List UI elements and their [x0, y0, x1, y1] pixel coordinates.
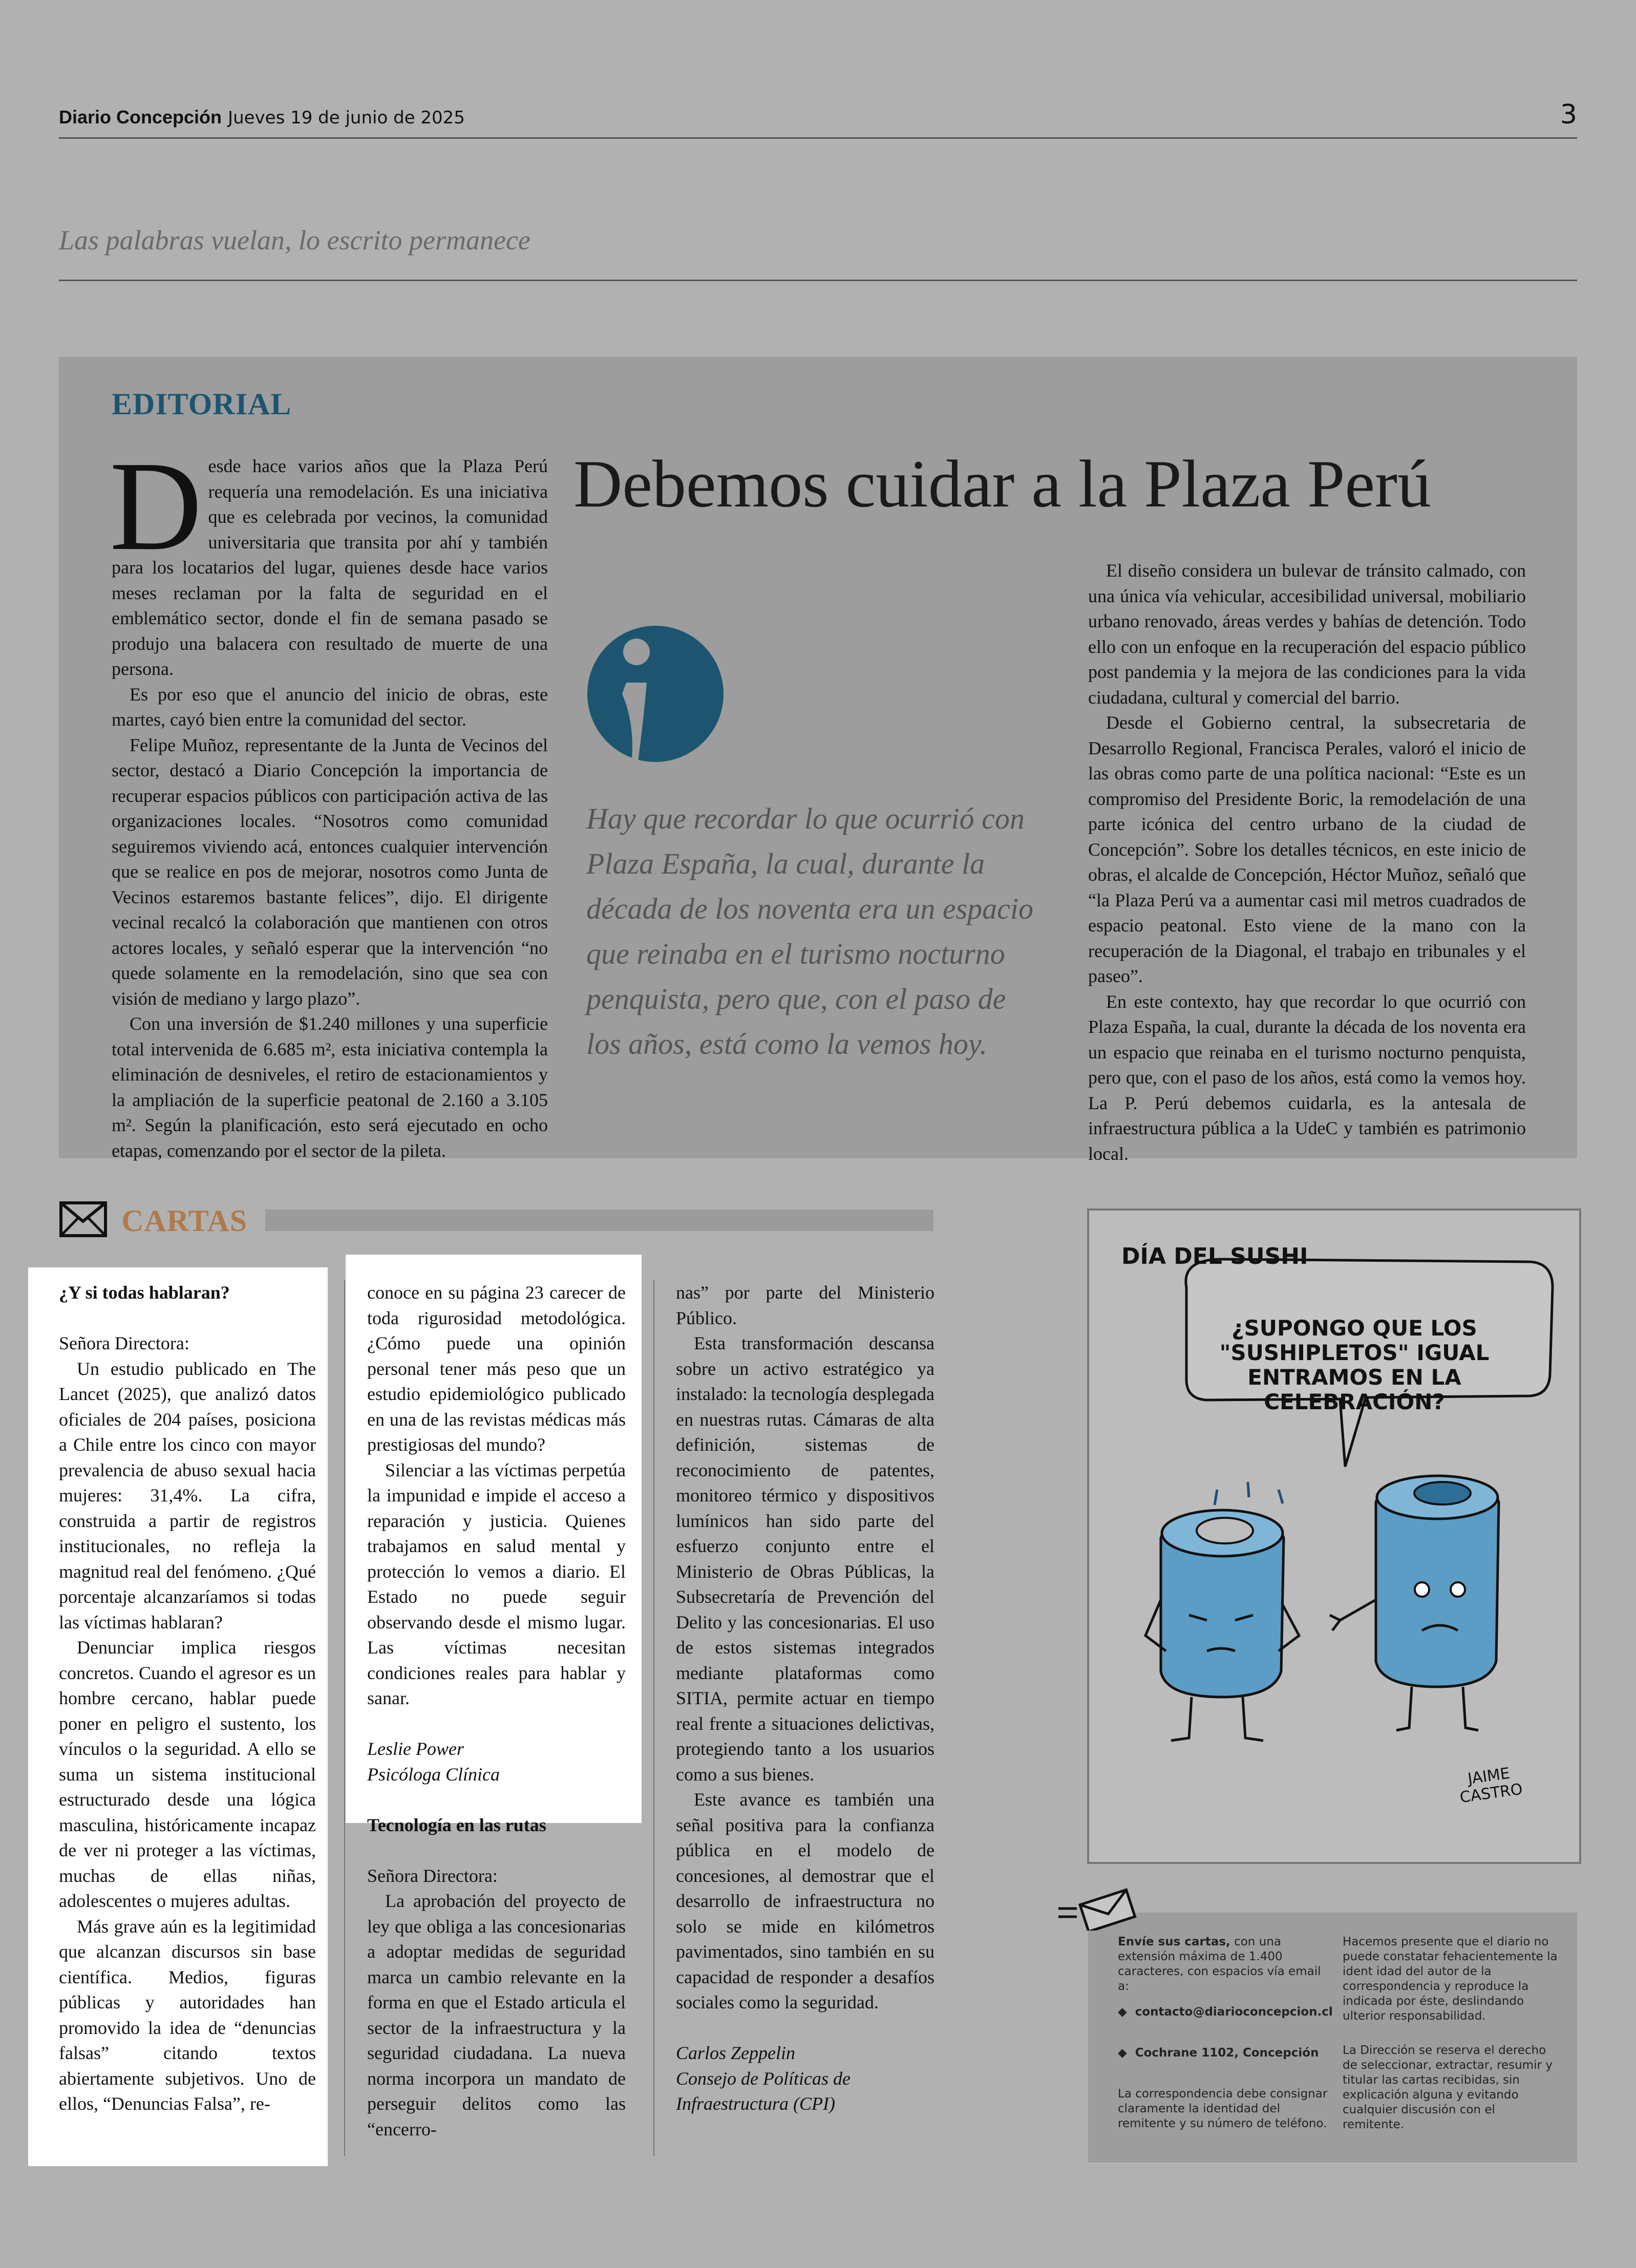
editorial-column-3: [1088, 558, 1526, 1167]
send-instructions-bold: Envíe sus cartas,: [1118, 1935, 1230, 1948]
info-icon: [586, 622, 725, 766]
editorial-paragraph: El diseño considera un bulevar de tránsito calmado, con una única vía vehicular, accesibilidad universal, mobiliario urbano renovado, áreas verdes y bahías de detención. Todo ello con un enfoque en la recuperación del espacio público post pandemia y la mejora de las condiciones para la vida ciudadana, cultural y comercial del barrio.: [1088, 560, 1526, 708]
cartoon-speech-text: ¿SUPONGO QUE LOS "SUSHIPLETOS" IGUAL ENTRAMOS EN LA CELEBRACIÓN?: [1219, 1316, 1490, 1414]
letters-column-2: [367, 1280, 626, 2142]
letter-signature-role: Psicóloga Clínica: [367, 1764, 500, 1785]
section-motto: Las palabras vuelan, lo escrito permanece: [59, 224, 1577, 281]
contact-address: ◆ Cochrane 1102, Concepción: [1118, 2046, 1319, 2060]
editorial-headline: Debemos cuidar a la Plaza Perú: [573, 446, 1432, 521]
contact-address-text: Cochrane 1102, Concepción: [1135, 2046, 1319, 2060]
letter-paragraph: Denunciar implica riesgos concretos. Cuando el agresor es un hombre cercano, hablar puede poner en peligro el sustento, los vínculos o la seguridad. A ello se suma un sistema institucional estructurado desde una lógica masculina, históricamente incapaz de ver ni proteger a las víctimas, muchas de ellas niñas, adolescentes o mujeres adultas.: [59, 1637, 316, 1911]
cartoon-drawing: [1089, 1211, 1579, 1862]
letters-column-3: [676, 1280, 934, 2117]
cartoonist-signature: JAIME CASTRO: [1458, 1764, 1524, 1807]
editorial-tag: EDITORIAL: [112, 387, 292, 421]
motion-marks: [1215, 1482, 1283, 1505]
letter-signature-role: Consejo de Políticas de: [676, 2068, 851, 2089]
editorial-rights-note: La Dirección se reserva el derecho de seleccionar, extractar, resumir y titular las cartas recibidas, sin explicación alguna y evitando cualquier discusión con el remitente.: [1343, 2044, 1553, 2131]
letter-signature-name: Leslie Power: [367, 1739, 464, 1759]
paper-name: Diario Concepción: [59, 107, 222, 128]
letter-paragraph: conoce en su página 23 carecer de toda rigurosidad metodológica. ¿Cómo puede una opinión personal tener más peso que un estudio epidemiológico publicado en una de las revistas médicas más prestigiosas del mundo?: [367, 1282, 626, 1455]
contact-email-text[interactable]: contacto@diarioconcepcion.cl: [1135, 2005, 1333, 2019]
cartoon-title: DÍA DEL SUSHI: [1121, 1243, 1308, 1269]
editorial-paragraph: Felipe Muñoz, representante de la Junta de Vecinos del sector, destacó a Diario Concepción la importancia de recuperar espacios públicos con participación activa de las organizaciones locales. “Nosotros como comunidad seguiremos viviendo acá, entonces cualquier intervención que se realice en pos de mejorar, nosotros como Junta de Vecinos estaremos bastante felices”, dijo. El dirigente vecinal recalcó la colaboración que mantienen con otros actores locales, y señaló esperar que la intervención “no quede solamente en la remodelación, sino que sea con visión de mediano y largo plazo”.: [112, 734, 548, 1009]
letter-salutation: Señora Directora:: [59, 1333, 189, 1353]
envelope-icon: [59, 1201, 108, 1238]
letters-column-1: [59, 1280, 316, 2117]
letter-signature-name: Carlos Zeppelin: [676, 2043, 796, 2063]
letter-title: ¿Y si todas hablaran?: [59, 1282, 230, 1303]
left-sushi-character: [1145, 1510, 1299, 1741]
identity-note: La correspondencia debe consignar claramente la identidad del remitente y su número de teléfono.: [1118, 2087, 1328, 2130]
editorial-paragraph: En este contexto, hay que recordar lo que ocurrió con Plaza España, la cual, durante la década de los noventa era un espacio que reinaba en el turismo nocturno penquista, pero que, con el paso de los años, está como la vemos hoy. La P. Perú debemos cuidarla, es la antesala de infraestructura pública a la UdeC y también es patrimonio local.: [1088, 991, 1526, 1164]
pull-quote: Hay que recordar lo que ocurrió con Plaza España, la cual, durante la década de los noventa era un espacio que reinaba en el turismo nocturno penquista, pero que, con el paso de los años, está como la vemos hoy.: [586, 802, 1034, 1061]
cartas-section-label: CARTAS: [121, 1204, 248, 1238]
editorial-paragraph: Desde el Gobierno central, la subsecretaria de Desarrollo Regional, Francisca Perales, valoró el inicio de las obras como parte de una política nacional: “Este es un compromiso del Presidente Boric, la remodelación de una parte icónica del centro urbano de la ciudad de Concepción”. Sobre los detalles técnicos, en este inicio de obras, el alcalde de Concepción, Héctor Muñoz, señaló que “la Plaza Perú va a aumentar casi mil metros cuadrados de espacio peatonal. Esto viene de la mano con la recuperación de la Diagonal, el trabajo en tribunales y el paseo”.: [1088, 712, 1526, 986]
letter-title: Tecnología en las rutas: [367, 1814, 546, 1835]
flying-envelope-icon: [1057, 1887, 1139, 1931]
letter-paragraph: Un estudio publicado en The Lancet (2025), que analizó datos oficiales de 204 países, posiciona a Chile entre los cinco con mayor prevalencia de abuso sexual hacia mujeres: 31,4%. La cifra, construida a partir de registros institucionales, no refleja la magnitud real del fenómeno. ¿Qué porcentaje alcanzaríamos si todas las víctimas hablaran?: [59, 1358, 316, 1633]
issue-date: Jueves 19 de junio de 2025: [228, 108, 465, 128]
letter-paragraph: nas” por parte del Ministerio Público.: [676, 1282, 934, 1328]
letter-paragraph: Silenciar a las víctimas perpetúa la impunidad e impide el acceso a reparación y justicia. Quienes trabajamos en salud mental y protección lo vemos a diario. El Estado no puede seguir observando desde el mismo lugar. Las víctimas necesitan condiciones reales para hablar y sanar.: [367, 1459, 626, 1708]
letter-paragraph: Más grave aún es la legitimidad que alcanzan discursos sin base científica. Medios, figuras públicas y autoridades han promovido la idea de “denuncias falsas” citando textos abiertamente subjetivos. Uno de ellos, “Denuncias Falsa”, re-: [59, 1916, 316, 2114]
column-divider: [653, 1280, 654, 2156]
editorial-paragraph: Es por eso que el anuncio del inicio de obras, este martes, cayó bien entre la comunidad del sector.: [112, 684, 548, 730]
send-instructions-text: con una extensión máxima de 1.400 caracteres, con espacios vía email a:: [1118, 1935, 1321, 1993]
editorial-paragraph: Con una inversión de $1.240 millones y una superficie total intervenida de 6.685 m², esta iniciativa contempla la eliminación de desniveles, el retiro de estacionamientos y la ampliación de la superficie peatonal de 2.160 a 3.105 m². Según la planificación, esto será ejecutado en ocho etapas, comenzando por el sector de la pileta.: [112, 1013, 548, 1161]
letter-paragraph: La aprobación del proyecto de ley que obliga a las concesionarias a adoptar medidas de seguridad marca un cambio relevante en la forma en que el Estado articula el sector de la infraestructura y la seguridad ciudadana. La nueva norma incorpora un mandato de perseguir delitos como las “encerro-: [367, 1891, 626, 2139]
letter-signature-role: Infraestructura (CPI): [676, 2093, 835, 2114]
editorial-paragraph: esde hace varios años que la Plaza Perú requería una remodelación. Es una iniciativa que es celebrada por vecinos, la comunidad universitaria que transita por ahí y también para los locatarios del lugar, quienes desde hace varios meses reclaman por la falta de seguridad en el emblemático sector, donde el fin de semana pasado se produjo una balacera con resultado de muerte de una persona.: [112, 456, 548, 679]
legal-disclaimer: Hacemos presente que el diario no puede constatar fehacientemente la ident idad del autor de la correspondencia y reproduce la indicada por éste, deslindando ulterior responsabilidad.: [1343, 1935, 1558, 2023]
right-sushi-character: [1330, 1476, 1499, 1730]
page-number: 3: [1560, 99, 1577, 130]
drop-cap: D: [110, 435, 202, 577]
letter-paragraph: Esta transformación descansa sobre un activo estratégico ya instalado: la tecnología desplegada en nuestras rutas. Cámaras de alta definición, sistemas de reconocimiento de patentes, monitoreo térmico y dispositivos lumínicos han sido parte del esfuerzo conjunto entre el Ministerio de Obras Públicas, la Subsecretaría de Prevención del Delito y las concesionarias. El uso de estos sistemas integrados mediante plataformas como SITIA, permite actuar en tiempo real frente a situaciones delictivas, protegiendo tanto a los usuarios como a sus bienes.: [676, 1333, 934, 1785]
letter-salutation: Señora Directora:: [367, 1865, 498, 1886]
letter-paragraph: Este avance es también una señal positiva para la confianza pública en el modelo de concesiones, al demostrar que el desarrollo de infraestructura no solo se mide en kilómetros pavimentados, sino también en su capacidad de responder a desafíos sociales como la seguridad.: [676, 1789, 934, 2012]
send-instructions: [1118, 1935, 1333, 1994]
running-head: [59, 99, 1577, 139]
editorial-column-1: [110, 435, 548, 1163]
cartas-header-bar: [265, 1210, 933, 1231]
contact-email[interactable]: ◆ contacto@diarioconcepcion.cl: [1118, 2005, 1333, 2019]
column-divider: [344, 1280, 345, 2156]
